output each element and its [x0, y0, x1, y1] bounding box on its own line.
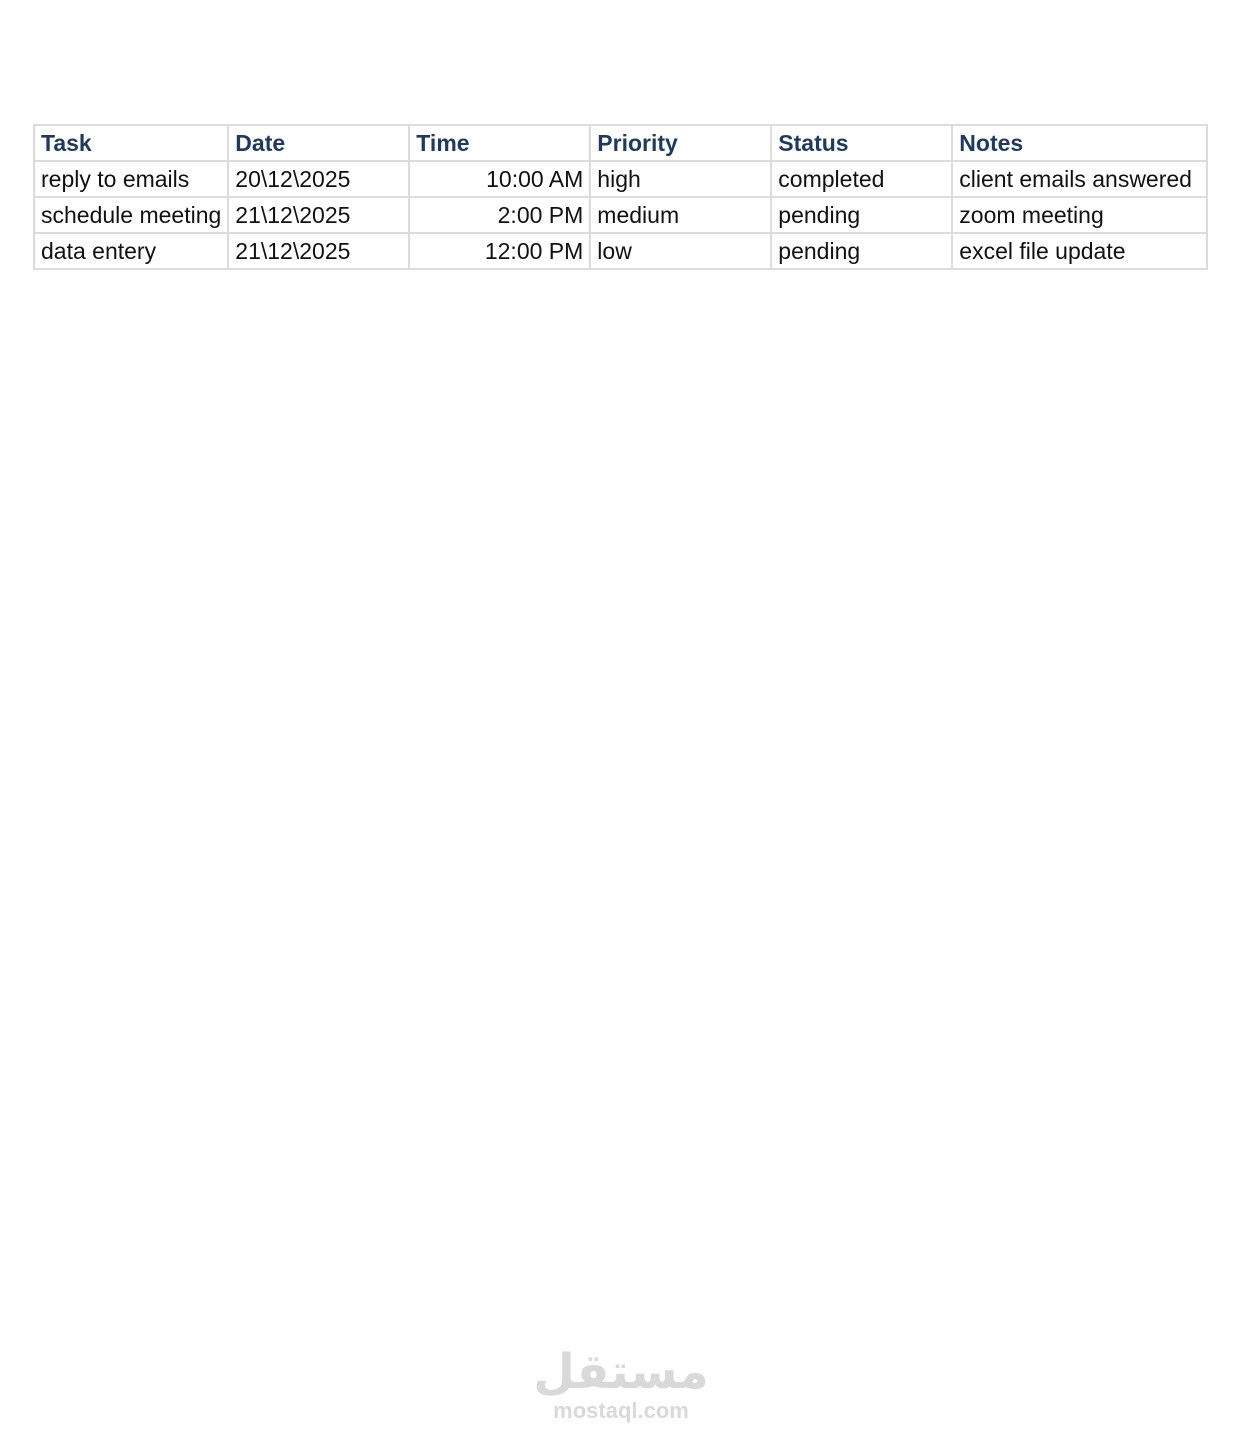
watermark-logo: مستقل — [533, 1344, 709, 1400]
cell-date[interactable]: 21\12\2025 — [228, 233, 409, 269]
header-task: Task — [34, 125, 228, 161]
cell-priority[interactable]: medium — [590, 197, 771, 233]
cell-time[interactable]: 12:00 PM — [409, 233, 590, 269]
watermark-site: mostaql.com — [553, 1398, 689, 1423]
cell-status[interactable]: completed — [771, 161, 952, 197]
cell-notes[interactable]: zoom meeting — [952, 197, 1207, 233]
cell-time[interactable]: 10:00 AM — [409, 161, 590, 197]
cell-date[interactable]: 20\12\2025 — [228, 161, 409, 197]
task-table — [33, 124, 1208, 270]
header-row — [34, 125, 1207, 161]
cell-status[interactable]: pending — [771, 233, 952, 269]
table-row — [34, 161, 1207, 197]
cell-date[interactable]: 21\12\2025 — [228, 197, 409, 233]
cell-notes[interactable]: excel file update — [952, 233, 1207, 269]
header-status: Status — [771, 125, 952, 161]
cell-status[interactable]: pending — [771, 197, 952, 233]
cell-task[interactable]: data entery — [34, 233, 228, 269]
header-notes: Notes — [952, 125, 1207, 161]
cell-time[interactable]: 2:00 PM — [409, 197, 590, 233]
cell-task[interactable]: schedule meeting — [34, 197, 228, 233]
watermark — [0, 1345, 1242, 1423]
header-time: Time — [409, 125, 590, 161]
table-row — [34, 197, 1207, 233]
cell-priority[interactable]: low — [590, 233, 771, 269]
cell-task[interactable]: reply to emails — [34, 161, 228, 197]
table-row — [34, 233, 1207, 269]
cell-priority[interactable]: high — [590, 161, 771, 197]
cell-notes[interactable]: client emails answered — [952, 161, 1207, 197]
header-priority: Priority — [590, 125, 771, 161]
header-date: Date — [228, 125, 409, 161]
